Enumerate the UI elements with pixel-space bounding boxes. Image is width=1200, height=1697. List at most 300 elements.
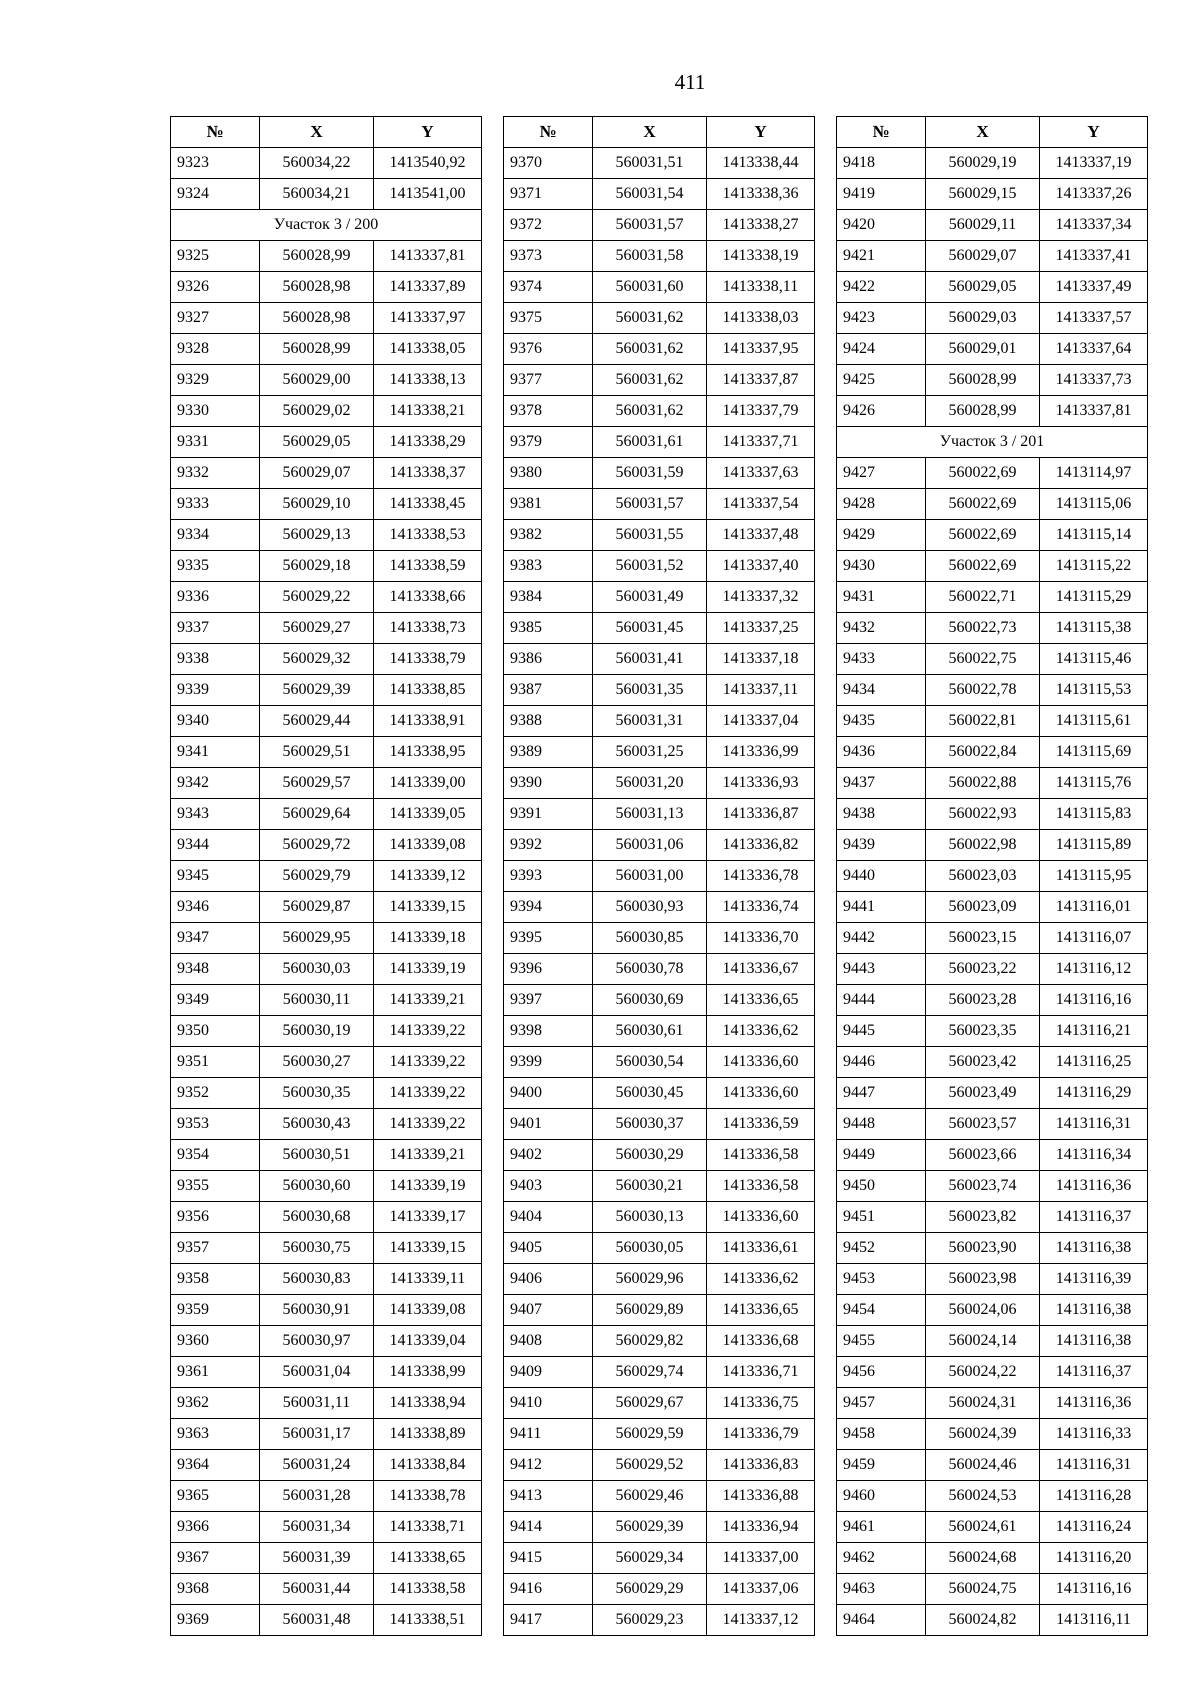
y-coordinate-cell: 1413336,61 xyxy=(707,1233,815,1264)
y-coordinate-cell: 1413338,45 xyxy=(374,489,482,520)
y-coordinate-cell: 1413338,29 xyxy=(374,427,482,458)
y-coordinate-cell: 1413339,22 xyxy=(374,1047,482,1078)
x-coordinate-cell: 560031,62 xyxy=(593,396,707,427)
table-row xyxy=(837,1295,1148,1326)
x-coordinate-cell: 560024,39 xyxy=(926,1419,1040,1450)
y-coordinate-cell: 1413337,97 xyxy=(374,303,482,334)
y-coordinate-cell: 1413337,89 xyxy=(374,272,482,303)
table-row xyxy=(837,1109,1148,1140)
y-coordinate-cell: 1413338,05 xyxy=(374,334,482,365)
y-coordinate-cell: 1413336,65 xyxy=(707,985,815,1016)
point-number-cell: 9437 xyxy=(837,768,926,799)
x-coordinate-cell: 560023,09 xyxy=(926,892,1040,923)
y-coordinate-cell: 1413338,66 xyxy=(374,582,482,613)
point-number-cell: 9385 xyxy=(504,613,593,644)
point-number-cell: 9372 xyxy=(504,210,593,241)
table-row xyxy=(504,1264,815,1295)
y-coordinate-cell: 1413338,13 xyxy=(374,365,482,396)
y-coordinate-cell: 1413336,83 xyxy=(707,1450,815,1481)
point-number-cell: 9353 xyxy=(171,1109,260,1140)
point-number-cell: 9432 xyxy=(837,613,926,644)
table-row xyxy=(837,985,1148,1016)
y-coordinate-cell: 1413336,71 xyxy=(707,1357,815,1388)
point-number-cell: 9423 xyxy=(837,303,926,334)
y-coordinate-cell: 1413116,21 xyxy=(1040,1016,1148,1047)
y-coordinate-cell: 1413336,94 xyxy=(707,1512,815,1543)
x-coordinate-cell: 560030,85 xyxy=(593,923,707,954)
x-coordinate-cell: 560029,74 xyxy=(593,1357,707,1388)
point-number-cell: 9460 xyxy=(837,1481,926,1512)
table-row xyxy=(504,1450,815,1481)
y-coordinate-cell: 1413338,27 xyxy=(707,210,815,241)
x-coordinate-cell: 560029,18 xyxy=(260,551,374,582)
table-row xyxy=(504,768,815,799)
y-coordinate-cell: 1413339,15 xyxy=(374,1233,482,1264)
table-row xyxy=(171,520,482,551)
table-row xyxy=(504,892,815,923)
table-row xyxy=(504,1233,815,1264)
y-coordinate-cell: 1413336,67 xyxy=(707,954,815,985)
x-coordinate-cell: 560031,00 xyxy=(593,861,707,892)
table-row xyxy=(171,1481,482,1512)
point-number-cell: 9428 xyxy=(837,489,926,520)
point-number-cell: 9459 xyxy=(837,1450,926,1481)
x-coordinate-cell: 560031,62 xyxy=(593,334,707,365)
x-coordinate-cell: 560029,52 xyxy=(593,1450,707,1481)
x-coordinate-cell: 560028,99 xyxy=(260,334,374,365)
x-coordinate-cell: 560031,52 xyxy=(593,551,707,582)
point-number-cell: 9390 xyxy=(504,768,593,799)
point-number-cell: 9444 xyxy=(837,985,926,1016)
x-coordinate-cell: 560029,22 xyxy=(260,582,374,613)
point-number-cell: 9424 xyxy=(837,334,926,365)
table-row xyxy=(504,923,815,954)
table-row xyxy=(837,396,1148,427)
point-number-cell: 9328 xyxy=(171,334,260,365)
x-coordinate-cell: 560023,98 xyxy=(926,1264,1040,1295)
x-coordinate-cell: 560024,31 xyxy=(926,1388,1040,1419)
y-coordinate-cell: 1413337,40 xyxy=(707,551,815,582)
table-body xyxy=(171,148,482,1636)
table-row xyxy=(837,1078,1148,1109)
table-row xyxy=(837,582,1148,613)
y-coordinate-cell: 1413338,79 xyxy=(374,644,482,675)
point-number-cell: 9376 xyxy=(504,334,593,365)
x-coordinate-cell: 560030,05 xyxy=(593,1233,707,1264)
point-number-cell: 9443 xyxy=(837,954,926,985)
x-coordinate-cell: 560022,69 xyxy=(926,551,1040,582)
x-coordinate-cell: 560023,28 xyxy=(926,985,1040,1016)
y-coordinate-cell: 1413337,73 xyxy=(1040,365,1148,396)
point-number-cell: 9433 xyxy=(837,644,926,675)
x-coordinate-cell: 560029,07 xyxy=(260,458,374,489)
table-row xyxy=(504,582,815,613)
table-row xyxy=(171,613,482,644)
point-number-cell: 9463 xyxy=(837,1574,926,1605)
y-coordinate-cell: 1413116,20 xyxy=(1040,1543,1148,1574)
y-coordinate-cell: 1413337,12 xyxy=(707,1605,815,1636)
y-coordinate-cell: 1413116,33 xyxy=(1040,1419,1148,1450)
y-coordinate-cell: 1413115,46 xyxy=(1040,644,1148,675)
point-number-cell: 9389 xyxy=(504,737,593,768)
x-coordinate-cell: 560031,54 xyxy=(593,179,707,210)
point-number-cell: 9363 xyxy=(171,1419,260,1450)
y-coordinate-cell: 1413116,29 xyxy=(1040,1078,1148,1109)
x-coordinate-cell: 560028,98 xyxy=(260,303,374,334)
x-coordinate-cell: 560029,01 xyxy=(926,334,1040,365)
table-row xyxy=(171,582,482,613)
y-coordinate-cell: 1413337,54 xyxy=(707,489,815,520)
table-row xyxy=(171,954,482,985)
point-number-cell: 9380 xyxy=(504,458,593,489)
table-row xyxy=(837,923,1148,954)
table-row xyxy=(171,272,482,303)
table-row xyxy=(504,954,815,985)
table-row xyxy=(504,706,815,737)
table-row xyxy=(171,241,482,272)
point-number-cell: 9449 xyxy=(837,1140,926,1171)
x-coordinate-cell: 560030,61 xyxy=(593,1016,707,1047)
x-coordinate-cell: 560029,19 xyxy=(926,148,1040,179)
y-coordinate-cell: 1413337,34 xyxy=(1040,210,1148,241)
point-number-cell: 9391 xyxy=(504,799,593,830)
x-coordinate-cell: 560029,15 xyxy=(926,179,1040,210)
header-y: Y xyxy=(374,117,482,148)
point-number-cell: 9395 xyxy=(504,923,593,954)
x-coordinate-cell: 560029,46 xyxy=(593,1481,707,1512)
y-coordinate-cell: 1413338,95 xyxy=(374,737,482,768)
x-coordinate-cell: 560031,48 xyxy=(260,1605,374,1636)
table-row xyxy=(837,861,1148,892)
point-number-cell: 9407 xyxy=(504,1295,593,1326)
table-row xyxy=(171,1202,482,1233)
point-number-cell: 9397 xyxy=(504,985,593,1016)
point-number-cell: 9457 xyxy=(837,1388,926,1419)
table-row xyxy=(171,1140,482,1171)
point-number-cell: 9333 xyxy=(171,489,260,520)
y-coordinate-cell: 1413339,17 xyxy=(374,1202,482,1233)
point-number-cell: 9336 xyxy=(171,582,260,613)
x-coordinate-cell: 560028,98 xyxy=(260,272,374,303)
x-coordinate-cell: 560029,57 xyxy=(260,768,374,799)
y-coordinate-cell: 1413339,08 xyxy=(374,830,482,861)
y-coordinate-cell: 1413338,71 xyxy=(374,1512,482,1543)
y-coordinate-cell: 1413115,53 xyxy=(1040,675,1148,706)
table-row xyxy=(504,1419,815,1450)
y-coordinate-cell: 1413116,31 xyxy=(1040,1450,1148,1481)
y-coordinate-cell: 1413339,21 xyxy=(374,985,482,1016)
y-coordinate-cell: 1413116,12 xyxy=(1040,954,1148,985)
y-coordinate-cell: 1413336,58 xyxy=(707,1140,815,1171)
point-number-cell: 9398 xyxy=(504,1016,593,1047)
y-coordinate-cell: 1413338,03 xyxy=(707,303,815,334)
table-row xyxy=(837,737,1148,768)
y-coordinate-cell: 1413339,05 xyxy=(374,799,482,830)
point-number-cell: 9419 xyxy=(837,179,926,210)
x-coordinate-cell: 560022,98 xyxy=(926,830,1040,861)
x-coordinate-cell: 560034,22 xyxy=(260,148,374,179)
x-coordinate-cell: 560030,54 xyxy=(593,1047,707,1078)
point-number-cell: 9438 xyxy=(837,799,926,830)
table-row xyxy=(504,1574,815,1605)
y-coordinate-cell: 1413336,68 xyxy=(707,1326,815,1357)
point-number-cell: 9435 xyxy=(837,706,926,737)
y-coordinate-cell: 1413338,73 xyxy=(374,613,482,644)
y-coordinate-cell: 1413337,11 xyxy=(707,675,815,706)
table-row xyxy=(171,1016,482,1047)
point-number-cell: 9371 xyxy=(504,179,593,210)
table-row xyxy=(171,427,482,458)
table-row xyxy=(504,303,815,334)
table-row xyxy=(171,365,482,396)
table-row xyxy=(171,1171,482,1202)
table-row xyxy=(171,768,482,799)
y-coordinate-cell: 1413339,19 xyxy=(374,1171,482,1202)
point-number-cell: 9462 xyxy=(837,1543,926,1574)
x-coordinate-cell: 560031,35 xyxy=(593,675,707,706)
x-coordinate-cell: 560023,03 xyxy=(926,861,1040,892)
y-coordinate-cell: 1413116,36 xyxy=(1040,1171,1148,1202)
point-number-cell: 9362 xyxy=(171,1388,260,1419)
point-number-cell: 9434 xyxy=(837,675,926,706)
y-coordinate-cell: 1413336,74 xyxy=(707,892,815,923)
point-number-cell: 9360 xyxy=(171,1326,260,1357)
y-coordinate-cell: 1413338,85 xyxy=(374,675,482,706)
x-coordinate-cell: 560031,44 xyxy=(260,1574,374,1605)
x-coordinate-cell: 560030,78 xyxy=(593,954,707,985)
point-number-cell: 9348 xyxy=(171,954,260,985)
y-coordinate-cell: 1413115,38 xyxy=(1040,613,1148,644)
table-row xyxy=(171,1605,482,1636)
x-coordinate-cell: 560029,23 xyxy=(593,1605,707,1636)
point-number-cell: 9420 xyxy=(837,210,926,241)
y-coordinate-cell: 1413339,22 xyxy=(374,1016,482,1047)
x-coordinate-cell: 560031,31 xyxy=(593,706,707,737)
table-row xyxy=(837,799,1148,830)
table-row xyxy=(837,272,1148,303)
y-coordinate-cell: 1413336,79 xyxy=(707,1419,815,1450)
table-row xyxy=(504,272,815,303)
point-number-cell: 9354 xyxy=(171,1140,260,1171)
section-label: Участок 3 / 200 xyxy=(171,210,482,241)
point-number-cell: 9339 xyxy=(171,675,260,706)
point-number-cell: 9342 xyxy=(171,768,260,799)
y-coordinate-cell: 1413116,37 xyxy=(1040,1357,1148,1388)
table-row xyxy=(837,1016,1148,1047)
x-coordinate-cell: 560031,06 xyxy=(593,830,707,861)
x-coordinate-cell: 560029,67 xyxy=(593,1388,707,1419)
x-coordinate-cell: 560030,35 xyxy=(260,1078,374,1109)
y-coordinate-cell: 1413337,04 xyxy=(707,706,815,737)
y-coordinate-cell: 1413339,22 xyxy=(374,1078,482,1109)
point-number-cell: 9373 xyxy=(504,241,593,272)
y-coordinate-cell: 1413337,95 xyxy=(707,334,815,365)
section-row xyxy=(171,210,482,241)
table-row xyxy=(504,1109,815,1140)
y-coordinate-cell: 1413337,87 xyxy=(707,365,815,396)
x-coordinate-cell: 560031,57 xyxy=(593,489,707,520)
point-number-cell: 9381 xyxy=(504,489,593,520)
y-coordinate-cell: 1413337,81 xyxy=(374,241,482,272)
x-coordinate-cell: 560024,06 xyxy=(926,1295,1040,1326)
point-number-cell: 9343 xyxy=(171,799,260,830)
table-row xyxy=(171,830,482,861)
y-coordinate-cell: 1413338,44 xyxy=(707,148,815,179)
x-coordinate-cell: 560031,04 xyxy=(260,1357,374,1388)
y-coordinate-cell: 1413337,64 xyxy=(1040,334,1148,365)
x-coordinate-cell: 560030,69 xyxy=(593,985,707,1016)
table-row xyxy=(504,179,815,210)
y-coordinate-cell: 1413115,22 xyxy=(1040,551,1148,582)
point-number-cell: 9410 xyxy=(504,1388,593,1419)
x-coordinate-cell: 560024,68 xyxy=(926,1543,1040,1574)
x-coordinate-cell: 560029,96 xyxy=(593,1264,707,1295)
y-coordinate-cell: 1413336,87 xyxy=(707,799,815,830)
y-coordinate-cell: 1413115,83 xyxy=(1040,799,1148,830)
y-coordinate-cell: 1413338,65 xyxy=(374,1543,482,1574)
table-row xyxy=(504,458,815,489)
x-coordinate-cell: 560030,19 xyxy=(260,1016,374,1047)
table-row xyxy=(837,179,1148,210)
table-row xyxy=(171,1047,482,1078)
table-row xyxy=(837,675,1148,706)
x-coordinate-cell: 560029,87 xyxy=(260,892,374,923)
point-number-cell: 9323 xyxy=(171,148,260,179)
x-coordinate-cell: 560031,60 xyxy=(593,272,707,303)
x-coordinate-cell: 560024,53 xyxy=(926,1481,1040,1512)
table-header-row xyxy=(504,117,815,148)
y-coordinate-cell: 1413114,97 xyxy=(1040,458,1148,489)
x-coordinate-cell: 560030,60 xyxy=(260,1171,374,1202)
table-row xyxy=(837,458,1148,489)
y-coordinate-cell: 1413336,62 xyxy=(707,1264,815,1295)
x-coordinate-cell: 560024,46 xyxy=(926,1450,1040,1481)
x-coordinate-cell: 560029,27 xyxy=(260,613,374,644)
point-number-cell: 9445 xyxy=(837,1016,926,1047)
point-number-cell: 9379 xyxy=(504,427,593,458)
table-row xyxy=(837,241,1148,272)
point-number-cell: 9448 xyxy=(837,1109,926,1140)
table-row xyxy=(504,489,815,520)
x-coordinate-cell: 560022,75 xyxy=(926,644,1040,675)
point-number-cell: 9408 xyxy=(504,1326,593,1357)
point-number-cell: 9403 xyxy=(504,1171,593,1202)
table-row xyxy=(171,675,482,706)
y-coordinate-cell: 1413338,99 xyxy=(374,1357,482,1388)
point-number-cell: 9332 xyxy=(171,458,260,489)
table-row xyxy=(171,1574,482,1605)
y-coordinate-cell: 1413336,99 xyxy=(707,737,815,768)
point-number-cell: 9331 xyxy=(171,427,260,458)
x-coordinate-cell: 560029,82 xyxy=(593,1326,707,1357)
point-number-cell: 9394 xyxy=(504,892,593,923)
y-coordinate-cell: 1413116,37 xyxy=(1040,1202,1148,1233)
y-coordinate-cell: 1413116,38 xyxy=(1040,1295,1148,1326)
table-row xyxy=(171,1109,482,1140)
point-number-cell: 9368 xyxy=(171,1574,260,1605)
y-coordinate-cell: 1413116,31 xyxy=(1040,1109,1148,1140)
point-number-cell: 9374 xyxy=(504,272,593,303)
point-number-cell: 9388 xyxy=(504,706,593,737)
x-coordinate-cell: 560031,49 xyxy=(593,582,707,613)
point-number-cell: 9329 xyxy=(171,365,260,396)
table-row xyxy=(504,520,815,551)
point-number-cell: 9361 xyxy=(171,1357,260,1388)
point-number-cell: 9386 xyxy=(504,644,593,675)
table-row xyxy=(171,1450,482,1481)
y-coordinate-cell: 1413339,00 xyxy=(374,768,482,799)
table-body xyxy=(837,148,1148,1636)
table-row xyxy=(171,1295,482,1326)
table-row xyxy=(504,1326,815,1357)
y-coordinate-cell: 1413337,48 xyxy=(707,520,815,551)
point-number-cell: 9335 xyxy=(171,551,260,582)
x-coordinate-cell: 560030,93 xyxy=(593,892,707,923)
x-coordinate-cell: 560029,03 xyxy=(926,303,1040,334)
x-coordinate-cell: 560031,58 xyxy=(593,241,707,272)
y-coordinate-cell: 1413339,21 xyxy=(374,1140,482,1171)
y-coordinate-cell: 1413337,49 xyxy=(1040,272,1148,303)
x-coordinate-cell: 560024,61 xyxy=(926,1512,1040,1543)
x-coordinate-cell: 560030,11 xyxy=(260,985,374,1016)
table-row xyxy=(171,489,482,520)
table-row xyxy=(504,1543,815,1574)
table-row xyxy=(171,1388,482,1419)
y-coordinate-cell: 1413337,79 xyxy=(707,396,815,427)
point-number-cell: 9422 xyxy=(837,272,926,303)
y-coordinate-cell: 1413115,14 xyxy=(1040,520,1148,551)
x-coordinate-cell: 560029,59 xyxy=(593,1419,707,1450)
point-number-cell: 9345 xyxy=(171,861,260,892)
x-coordinate-cell: 560023,22 xyxy=(926,954,1040,985)
table-row xyxy=(504,1512,815,1543)
point-number-cell: 9430 xyxy=(837,551,926,582)
x-coordinate-cell: 560029,13 xyxy=(260,520,374,551)
table-row xyxy=(837,1140,1148,1171)
table-row xyxy=(504,1047,815,1078)
header-number: № xyxy=(171,117,260,148)
point-number-cell: 9324 xyxy=(171,179,260,210)
point-number-cell: 9326 xyxy=(171,272,260,303)
y-coordinate-cell: 1413337,00 xyxy=(707,1543,815,1574)
point-number-cell: 9369 xyxy=(171,1605,260,1636)
x-coordinate-cell: 560029,39 xyxy=(593,1512,707,1543)
y-coordinate-cell: 1413116,28 xyxy=(1040,1481,1148,1512)
y-coordinate-cell: 1413336,60 xyxy=(707,1202,815,1233)
x-coordinate-cell: 560023,35 xyxy=(926,1016,1040,1047)
point-number-cell: 9378 xyxy=(504,396,593,427)
point-number-cell: 9464 xyxy=(837,1605,926,1636)
table-row xyxy=(171,303,482,334)
y-coordinate-cell: 1413115,89 xyxy=(1040,830,1148,861)
table-row xyxy=(837,1388,1148,1419)
table-row xyxy=(504,334,815,365)
x-coordinate-cell: 560029,02 xyxy=(260,396,374,427)
y-coordinate-cell: 1413116,07 xyxy=(1040,923,1148,954)
table-row xyxy=(171,396,482,427)
y-coordinate-cell: 1413336,75 xyxy=(707,1388,815,1419)
point-number-cell: 9341 xyxy=(171,737,260,768)
x-coordinate-cell: 560022,69 xyxy=(926,489,1040,520)
point-number-cell: 9346 xyxy=(171,892,260,923)
table-row xyxy=(837,365,1148,396)
y-coordinate-cell: 1413338,11 xyxy=(707,272,815,303)
y-coordinate-cell: 1413116,16 xyxy=(1040,1574,1148,1605)
table-row xyxy=(837,613,1148,644)
y-coordinate-cell: 1413338,37 xyxy=(374,458,482,489)
point-number-cell: 9426 xyxy=(837,396,926,427)
point-number-cell: 9365 xyxy=(171,1481,260,1512)
